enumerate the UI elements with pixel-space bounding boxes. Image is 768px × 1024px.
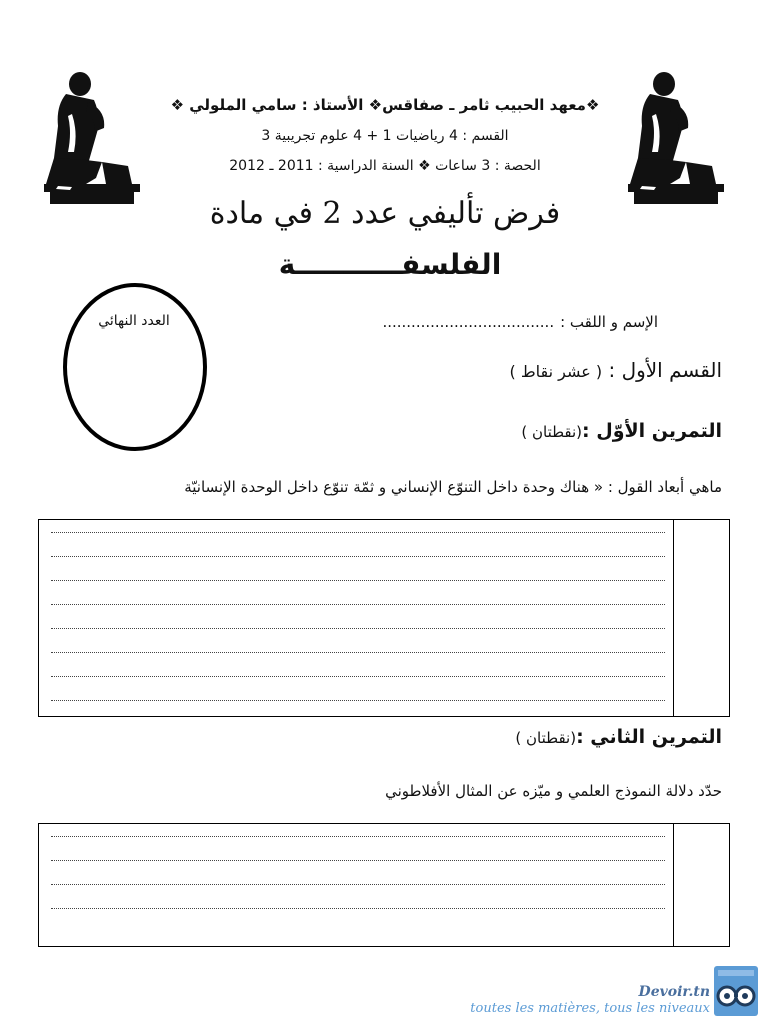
answer-line <box>51 556 665 557</box>
answer-line <box>51 700 665 701</box>
final-grade-label: العدد النهائي <box>98 313 170 329</box>
section-1-heading <box>510 358 723 382</box>
student-name-dots: .................................... <box>382 313 555 331</box>
answer-line <box>51 628 665 629</box>
exercise-1-question: ماهي أبعاد القول : « هناك وحدة داخل التنوّع الإنساني و ثمّة تنوّع داخل الوحدة الإنسانيّة <box>184 478 722 496</box>
exam-subject: الفلسفـــــــــــة <box>278 248 502 281</box>
header-class-line: القسم : 4 رياضيات 1 + 4 علوم تجريبية 3 <box>261 128 509 144</box>
exercise-1-points: (نقطتان ) <box>521 423 583 441</box>
thinker-statue-illustration-right <box>620 66 732 208</box>
answer-line <box>51 532 665 533</box>
exercise-2-title: التمرين الثاني : <box>576 726 722 748</box>
exercise-2-question: حدّد دلالة النموذج العلمي و ميّزه عن المثال الأفلاطوني <box>385 782 722 800</box>
answer-line <box>51 676 665 677</box>
exam-title: فرض تأليفي عدد 2 في مادة <box>209 196 561 231</box>
section-1-points: ( عشر نقاط ) <box>509 362 603 381</box>
answer-line <box>51 908 665 909</box>
answer-line <box>51 604 665 605</box>
footer-brand[interactable]: Devoir.tn <box>638 984 710 1000</box>
header-duration-year-line: الحصة : 3 ساعات ❖ السنة الدراسية : 2011 ـ 2012 <box>229 158 541 174</box>
exercise-1-score-column <box>673 520 674 716</box>
exercise-2-points: (نقطتان ) <box>515 729 577 747</box>
exercise-1-heading <box>521 420 722 442</box>
student-name-field[interactable] <box>382 313 658 331</box>
answer-line <box>51 860 665 861</box>
answer-line <box>51 836 665 837</box>
section-1-title: القسم الأول : <box>608 358 722 382</box>
thinker-statue-illustration-left <box>36 66 148 208</box>
exercise-2-score-column <box>673 824 674 946</box>
final-grade-box <box>63 283 207 451</box>
header-institute-line: ❖معهد الحبيب ثامر ـ صفاقس❖ الأستاذ : سامي الملولي ❖ <box>170 96 600 114</box>
student-name-label: الإسم و اللقب : <box>560 313 658 331</box>
exercise-2-answer-box[interactable] <box>38 823 730 947</box>
exercise-2-heading <box>515 726 722 748</box>
footer-tagline: toutes les matières, tous les niveaux <box>470 1001 710 1016</box>
answer-line <box>51 580 665 581</box>
exercise-1-answer-box[interactable] <box>38 519 730 717</box>
answer-line <box>51 652 665 653</box>
answer-line <box>51 884 665 885</box>
exercise-1-title: التمرين الأوّل : <box>582 420 722 442</box>
owl-glasses-icon <box>712 962 760 1018</box>
